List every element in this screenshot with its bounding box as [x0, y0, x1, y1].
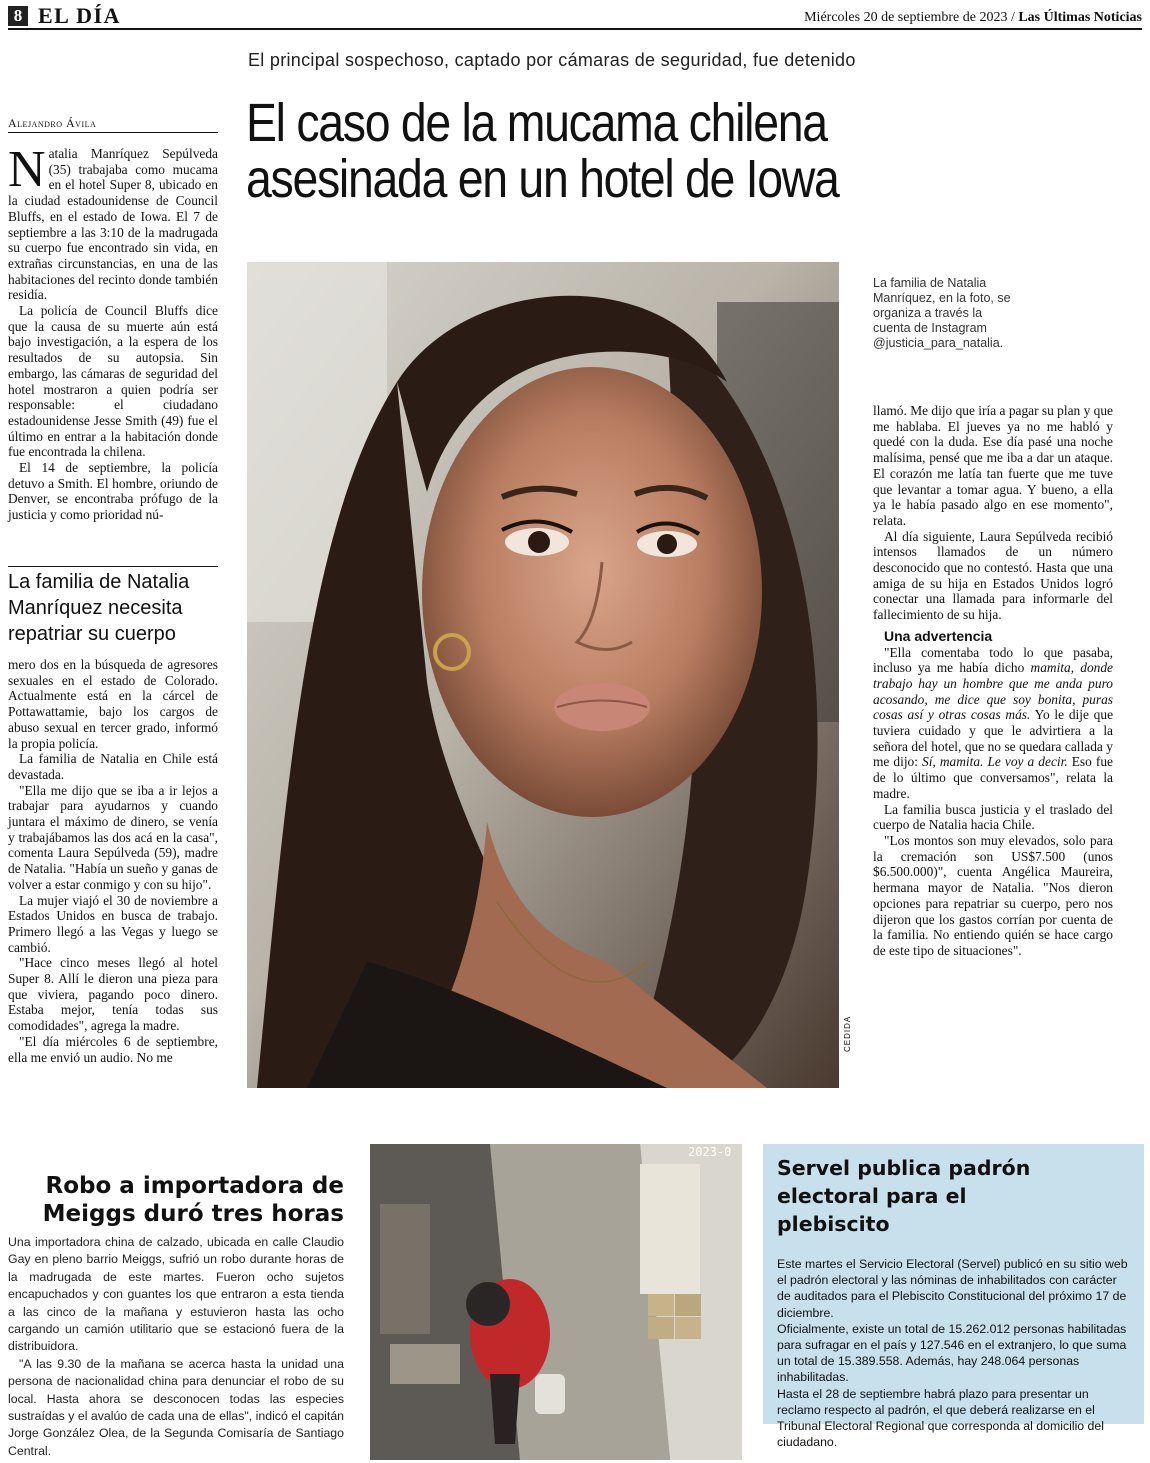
section-name: EL DÍA [38, 3, 121, 28]
article-paragraph: La policía de Council Bluffs dice que la causa de su muerte aún está bajo investigación, a la espera de los resultados de su autopsia. Sin embargo, las cámaras de seguridad del hotel mostraron a quien podría ser responsable: el ciudadano estadounidense Jesse Smith (49) fue el último en entrar a la habitación donde fue encontrada la chilena. [8, 303, 218, 460]
cctv-illustration [370, 1144, 742, 1460]
portrait-photo [247, 262, 839, 1088]
article-subhead: La familia de Natalia Manríquez necesita repatriar su cuerpo [8, 566, 218, 647]
article-paragraph: "A las 9.30 de la mañana se acerca hasta la unidad una persona de nacionalidad china para denunciar el robo de su local. Hasta ahora se desconocen todas las especies sustraídas y el avalúo de cada una de ellas", indicó el capitán Jorge González Olea, de la Segunda Comisaría de Santiago Central. [8, 1356, 344, 1458]
servel-box [763, 1144, 1144, 1450]
article-column-1-continued [8, 657, 218, 1065]
story-kicker: El principal sospechoso, captado por cámaras de seguridad, fue detenido [248, 50, 856, 70]
article-paragraph: Oficialmente, existe un total de 15.262.012 personas habilitadas para sufragar en el país y 127.546 en el extranjero, lo que suma un total de 15.389.558. Además, hay 248.064 personas inhabilitadas. [777, 1321, 1127, 1385]
robo-headline: Robo a importadora de Meiggs duró tres horas [42, 1173, 344, 1227]
story-headline: El caso de la mucama chilena asesinada en un hotel de Iowa [246, 93, 839, 209]
article-paragraph: llamó. Me dijo que iría a pagar su plan y que me hablaba. El jueves ya no me habló y quedé con la duda. Ese día pasé una noche malísima, pensé que me iba a dar un ataque. El corazón me latía tan fuerte que me tuve que levantar a tomar agua. Y bueno, a ella ya le había pasado algo en ese momento", relata. [873, 403, 1113, 528]
article-paragraph: Al día siguiente, Laura Sepúlveda recibió intensos llamados de un número desconocido que no contestó. Hasta que una amiga de su hija en Estados Unidos logró conectar una llamada para informarle del fallecimiento de su hija. [873, 528, 1113, 623]
page-number: 8 [8, 6, 28, 26]
article-paragraph: "Los montos son muy elevados, solo para la cremación son US$7.500 (unos $6.500.000)", cuenta Angélica Maureira, hermana mayor de Natalia. "Nos dieron opciones para repatriar su cuerpo, pero nos dijeron que los gastos corrían por cuenta de la familia. No entiendo quién se hace cargo de este tipo de situaciones". [873, 832, 1113, 958]
photo-credit: CEDIDA [843, 1015, 852, 1052]
article-paragraph: "Ella me dijo que se iba a ir lejos a trabajar para ayudarnos y cuando juntara el máximo de dinero, se venía y trabajábamos las dos acá en la casa", comenta Laura Sepúlveda (59), madre de Natalia. "Había un sueño y ganas de volver a estar conmigo y con su hijo". [8, 782, 218, 892]
servel-headline: Servel publica padrón electoral para el plebiscito [777, 1156, 1031, 1236]
cctv-timestamp: 2023-0 [688, 1145, 732, 1159]
masthead [8, 4, 1142, 30]
article-paragraph: "Ella comentaba todo lo que pasaba, incluso ya me había dicho mamita, donde trabajo hay un hombre que me anda puro acosando, me dice que soy bonita, puras cosas así y otras cosas más. Yo le dije que tuviera cuidado y que le advirtiera a la señora del hotel, que no se quedara callada y me dijo: Sí, mamita. Le voy a decir. Eso fue de lo último que conversamos", relata la madre. [873, 644, 1114, 801]
article-paragraph: mero dos en la búsqueda de agresores sexuales en el estado de Colorado. Actualmente está en la cárcel de Pottawattamie, bajo los cargos de abuso sexual en tercer grado, informó la propia policía. [8, 657, 218, 751]
drop-cap: N [8, 141, 46, 198]
article-column-3 [873, 403, 1113, 959]
article-paragraph: Hasta el 28 de septiembre habrá plazo para presentar un reclamo respecto al padrón, el que deberá realizarse en el Tribunal Electoral Regional que corresponda al domicilio del ciudadano. [777, 1386, 1104, 1450]
portrait-illustration [247, 262, 839, 1088]
issue-date: Miércoles 20 de septiembre de 2023 / [804, 10, 1015, 25]
photo-caption: La familia de Natalia Manríquez, en la foto, se organiza a través la cuenta de Instagram @justicia_para_natalia. [873, 276, 1011, 350]
servel-article [777, 1256, 1133, 1450]
article-column-1 [8, 141, 218, 523]
article-paragraph: Natalia Manríquez Sepúlveda (35) trabajaba como mucama en el hotel Super 8, ubicado en la ciudad estadounidense de Council Bluffs, en el estado de Iowa. El 7 de septiembre a las 3:10 de la madrugada su cuerpo fue encontrado sin vida, en extrañas circunstancias, en una de las habitaciones del recinto donde también residía. [8, 141, 218, 303]
article-paragraph: El 14 de septiembre, la policía detuvo a Smith. El hombre, oriundo de Denver, se encontraba prófugo de la justicia y como prioridad nú- [8, 460, 218, 523]
article-paragraph: Una importadora china de calzado, ubicada en calle Claudio Gay en pleno barrio Meiggs, sufrió un robo durante horas de la madrugada de este martes. Fueron ocho sujetos encapuchados y con guantes los que entraron a esta tienda a las cinco de la mañana y estuvieron hasta las ocho cargando un camión utilitario que se estacionó fuera de la distribuidora. [8, 1235, 344, 1354]
article-paragraph: La familia de Natalia en Chile está devastada. [8, 751, 218, 782]
article-paragraph: "El día miércoles 6 de septiembre, ella me envió un audio. No me [8, 1033, 218, 1065]
article-paragraph: La familia busca justicia y el traslado del cuerpo de Natalia hacia Chile. [873, 801, 1113, 833]
article-paragraph: Este martes el Servicio Electoral (Servel) publicó en su sitio web el padrón electoral y las nóminas de inhabilitados con carácter de auditados para el Plebiscito Constitucional del próximo 17 de diciembre. [777, 1257, 1128, 1320]
article-paragraph: La mujer viajó el 30 de noviembre a Estados Unidos en busca de trabajo. Primero llegó a las Vegas y luego se cambió. [8, 892, 218, 955]
publication-name: Las Últimas Noticias [1018, 10, 1142, 25]
byline: Alejandro Ávila [8, 116, 218, 133]
article-paragraph: "Hace cinco meses llegó al hotel Super 8. Allí le dieron una pieza para que viviera, pagando poco dinero. Estaba mejor, tenía todas sus comodidades", agrega la madre. [8, 955, 218, 1034]
article-subhead-advertencia: Una advertencia [884, 627, 993, 644]
date-line [804, 10, 1142, 26]
cctv-photo [370, 1144, 742, 1460]
robo-article [8, 1234, 344, 1460]
